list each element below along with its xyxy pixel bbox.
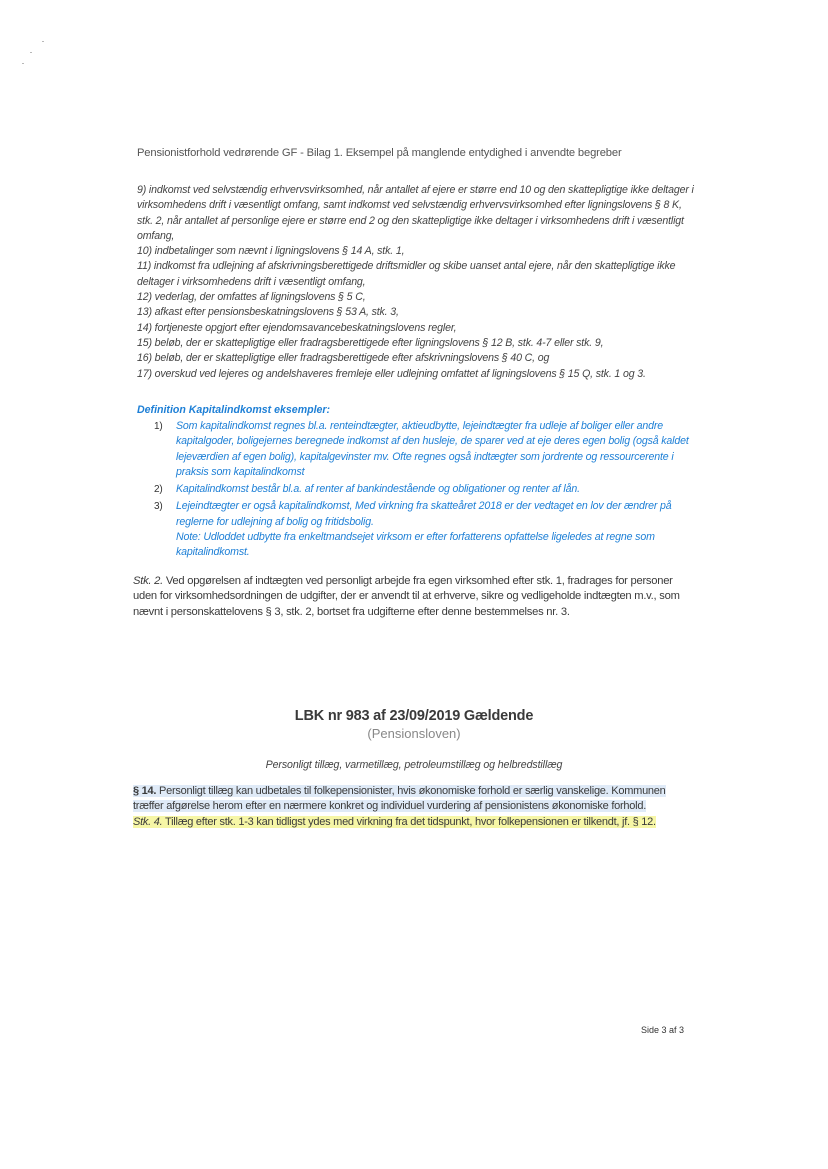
list-item: 17) overskud ved lejeres og andelshaveres fremleje eller udlejning omfattet af ligningslovens § 15 Q, stk. 1 og 3. [137, 367, 646, 380]
highlight-blue [133, 785, 666, 812]
stk2-paragraph [133, 574, 693, 620]
example-note: Note: Udloddet udbytte fra enkeltmandsejet virksom er efter forfatterens opfattelse ligeledes at regne som kapitalindkomst. [176, 531, 655, 559]
example-item [154, 419, 694, 480]
example-number: 2) [154, 484, 163, 496]
stk4-label: Stk. 4. [133, 815, 163, 828]
stk4-text: Tillæg efter stk. 1-3 kan tidligst ydes med virkning fra det tidspunkt, hvor folkepensionen er tilkendt, jf. § 12. [162, 815, 656, 828]
list-item: 16) beløb, der er skattepligtige eller fradragsberettigede efter afskrivningslovens § 40 C, og [137, 352, 550, 365]
example-number: 3) [154, 501, 163, 513]
stk2-text: Ved opgørelsen af indtægten ved personligt arbejde fra egen virksomhed efter stk. 1, fradrages for personer uden for virksomhedsordningen de udgifter, der er anvendt til at erhverve, sikre og vedligeholde indtægten m.v., som nævnt i personskattelovens § 3, stk. 2, bortset fra udgifterne efter denne bestemmelses nr. 3. [133, 575, 680, 618]
scan-speck [22, 63, 24, 64]
list-item: 14) fortjeneste opgjort efter ejendomsavancebeskatningslovens regler, [137, 321, 457, 334]
example-text: Kapitalindkomst består bl.a. af renter af bankindestående og obligationer og renter af lån. [176, 483, 580, 496]
example-item [154, 499, 694, 560]
paragraph-text: Personligt tillæg kan udbetales til folkepensionister, hvis økonomiske forhold er særlig vanskelige. Kommunen træffer afgørelse herom efter en nærmere konkret og individuel vurdering af pensionistens økonomiske forhold. [133, 785, 666, 813]
example-number: 1) [154, 421, 163, 432]
highlight-yellow [133, 816, 656, 828]
paragraph-label: § 14. [133, 785, 157, 797]
list-item: 15) beløb, der er skattepligtige eller fradragsberettigede efter ligningslovens § 12 B, stk. 4-7 eller stk. 9, [137, 336, 604, 349]
list-item: 11) indkomst fra udlejning af afskrivningsberettigede driftsmidler og skibe uanset antal ejere, når den skattepligtige ikke deltager i virksomhedens drift i væsentligt omfang, [137, 260, 676, 288]
list-item: 13) afkast efter pensionsbeskatningslovens § 53 A, stk. 3, [137, 306, 399, 319]
list-item: 10) indbetalinger som nævnt i ligningslovens § 14 A, stk. 1, [137, 245, 405, 258]
scan-speck [30, 52, 32, 53]
list-item: 9) indkomst ved selvstændig erhvervsvirksomhed, når antallet af ejere er større end 10 og den skattepligtige ikke deltager i virksomhedens drift i væsentligt omfang, samt indkomst ved selvstændig erhvervsvirksomhed efter ligningslovens § 8 K, stk. 2, når antallet af personlige ejere er større end 2 og den skattepligtige ikke deltager i virksomhedens drift i væsentligt omfang, [137, 184, 694, 242]
scan-speck [42, 41, 44, 42]
page-header: Pensionistforhold vedrørende GF - Bilag 1. Eksempel på manglende entydighed i anvendte begreber [137, 147, 622, 159]
example-item [154, 482, 694, 497]
law-subtitle: (Pensionsloven) [367, 726, 461, 741]
income-list [137, 183, 697, 382]
law-title: LBK nr 983 af 23/09/2019 Gældende [294, 708, 534, 724]
page-number: Side 3 af 3 [641, 1025, 685, 1035]
section-title: Personligt tillæg, varmetillæg, petroleumstillæg og helbredstillæg [265, 759, 563, 771]
example-text: Lejeindtægter er også kapitalindkomst, Med virkning fra skatteåret 2018 er der vedtaget en lov der ændrer på reglerne for udlejning af bolig og fritidsbolig. [176, 500, 672, 528]
example-text: Som kapitalindkomst regnes bl.a. renteindtægter, aktieudbytte, lejeindtægter fra udleje af boliger eller andre kapitalgoder, boligejernes beregnede indkomst af den husleje, de sparer ved at eje deres egen bolig (også kaldet lejeværdien af egen bolig), kapitalgevinster mv. Ofte regnes også indtægter som jordrente og ressourcerente i praksis som kapitalindkomst [176, 420, 689, 478]
stk2-label: Stk. 2. [133, 575, 163, 587]
definition-examples [154, 419, 694, 563]
list-item: 12) vederlag, der omfattes af ligningslovens § 5 C, [137, 291, 366, 304]
paragraph-14 [133, 784, 693, 830]
definition-heading: Definition Kapitalindkomst eksempler: [137, 404, 331, 416]
